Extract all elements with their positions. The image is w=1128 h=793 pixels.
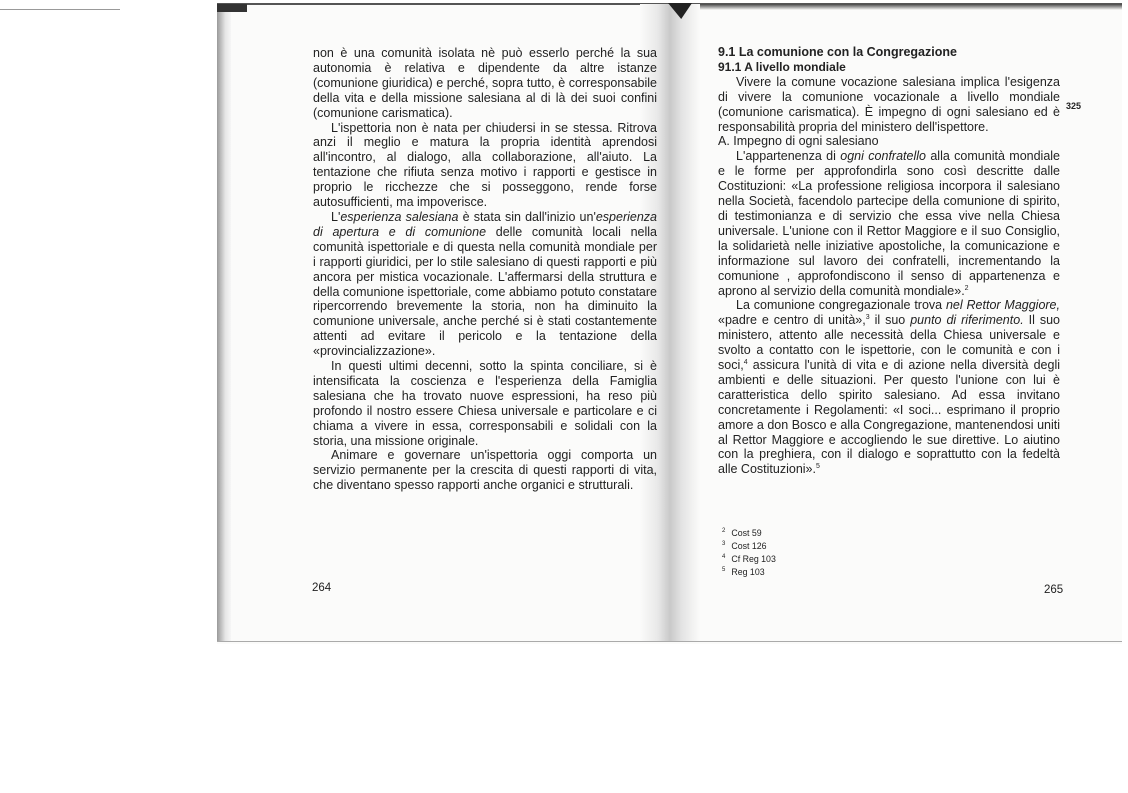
footnote-number: 4 xyxy=(722,553,726,560)
margin-number: 325 xyxy=(1066,101,1082,111)
left-paragraph-5: Animare e governare un'ispettoria oggi comporta un servizio permanente per la crescita di questi rapporti di vita, che diventano spesso rapporti anche organici e strutturali. xyxy=(313,448,657,493)
right-paragraph-3 xyxy=(718,298,1060,477)
text-span: delle comunità locali nella comunità ispettoriale e di questa nella comunità mondiale per i rapporti giuridici, per lo stile salesiano di questi rapporti e più ancora per mistica vocazionale. L'affermarsi della struttura e della comunione ispettoriale, come abbiamo potuto constatare ripercorrendo brevemente la storia, non ha diminuito la comunione universale, anche perché si è stati costantemente attenti ad evitare il pericolo e la tentazione della «provincializzazione». xyxy=(313,224,657,359)
left-paragraph-2: L'ispettoria non è nata per chiudersi in se stessa. Ritrova anzi il meglio e matura la propria identità aprendosi all'incontro, al dialogo, alla collaborazione, all'aiuto. La tentazione che rifiuta senza motivo i rapporti e gestisce in proprio le ricchezze che si posseggono, rende forse autosufficienti, ma impoverisce. xyxy=(313,120,657,210)
right-page-text xyxy=(718,45,1060,477)
footnote-ref: 3 xyxy=(865,314,870,322)
right-paragraph-2 xyxy=(718,149,1060,298)
left-paragraph-1: non è una comunità isolata nè può esserlo perché la sua autonomia è relativa e dipendente da altre istanze (comunione giuridica) e perché, sopra tutto, è corresponsabile della vita e della missione salesiana al di là dei suoi confini (comunione carismatica). xyxy=(313,46,657,120)
footnote xyxy=(722,539,776,552)
footnote-number: 5 xyxy=(722,566,726,573)
footnote-ref: 5 xyxy=(815,463,820,471)
heading-a: A. Impegno di ogni salesiano xyxy=(718,134,879,149)
italic-text: punto di riferimento. xyxy=(910,313,1024,328)
italic-text: nel Rettor Maggiore, xyxy=(945,298,1060,313)
footnote-text: Reg 103 xyxy=(731,566,765,577)
right-page-top-shade xyxy=(700,4,1122,10)
italic-text: esperienza salesiana xyxy=(340,209,459,224)
footnote-text: Cf Reg 103 xyxy=(731,553,776,564)
footnote-ref: 4 xyxy=(743,358,748,366)
text-span: è stata sin dall'inizio un' xyxy=(458,209,596,224)
italic-text: esperienza di apertura e di comunione xyxy=(313,209,657,239)
text-span: L'appartenenza di xyxy=(736,149,841,164)
book-bottom-edge xyxy=(217,641,1122,642)
left-page-corner xyxy=(217,4,247,12)
left-page-text xyxy=(313,46,657,493)
footnotes xyxy=(722,526,776,578)
section-heading: 9.1 La comunione con la Congregazione xyxy=(718,45,957,59)
sub-heading: 91.1 A livello mondiale xyxy=(718,59,846,74)
footnote xyxy=(722,526,776,539)
footnote xyxy=(722,552,776,565)
footnote-text: Cost 126 xyxy=(731,540,767,551)
text-span: «padre e centro di unità», xyxy=(718,313,866,328)
text-span: alla comunità mondiale e le forme per approfondirla sono così descritte dalle Costituzioni: «La professione religiosa incorpora il salesiano nella Società, facendolo partecipe della comunione di spirito, di testimonianza e di servizio che essa vive nella Chiesa universale. L'unione con il Rettor Maggiore e il suo Consiglio, la solidarietà nelle iniziative apostoliche, la comunicazione e informazione sul lavoro dei confratelli, incrementando la comunione , approfondiscono il senso di appartenenza e aprono al servizio della comunità mondiale». xyxy=(718,149,1061,298)
text-span: Il suo ministero, attento alle necessità della Chiesa universale e svolto a contatto con le ispettorie, con le comunità e con i soci, xyxy=(718,313,1060,373)
right-page-number: 265 xyxy=(1044,584,1064,596)
left-page-number: 264 xyxy=(312,582,332,594)
left-paragraph-4: In questi ultimi decenni, sotto la spinta conciliare, si è intensificata la coscienza e l'esperienza della Famiglia salesiana che ha trovato nuove espressioni, ha reso più profondo il nostro essere Chiesa universale e particolare e ci chiama a vivere in essa, corresponsabili e solidali con la storia, una missione originale. xyxy=(313,359,657,448)
text-span: La comunione congregazionale trova xyxy=(736,298,946,313)
footnote-number: 3 xyxy=(722,540,726,547)
footnote-number: 2 xyxy=(722,528,726,534)
footnote-text: Cost 59 xyxy=(731,527,762,538)
text-span: il suo xyxy=(869,313,911,328)
left-paragraph-3 xyxy=(313,210,657,359)
text-span: assicura l'unità di vita e di azione nella diversità degli ambienti e delle situazioni. Per questo l'unione con lui è caratteristica dello spirito salesiano. Ad essa invitano concretamente i Regolamenti: «I soci... esprimano il proprio amore a don Bosco e alla Congregazione, mantenendosi uniti al Rettor Maggiore e accogliendo le sue direttive. Lo aiutino con la preghiera, con il dialogo e soprattutto con la fedeltà alle Costituzioni». xyxy=(718,358,1060,477)
scan-artifact-line xyxy=(0,9,120,10)
right-paragraph-1: Vivere la comune vocazione salesiana implica l'esigenza di vivere la comunione vocazionale a livello mondiale (comunione carismatica). È impegno di ogni salesiano ed è responsabilità propria del ministero dell'ispettore. xyxy=(718,74,1060,134)
text-span: L' xyxy=(331,209,341,224)
footnote-ref: 2 xyxy=(964,284,969,292)
italic-text: ogni confratello xyxy=(840,149,926,164)
footnote xyxy=(722,565,776,578)
left-page-edge xyxy=(217,4,231,641)
